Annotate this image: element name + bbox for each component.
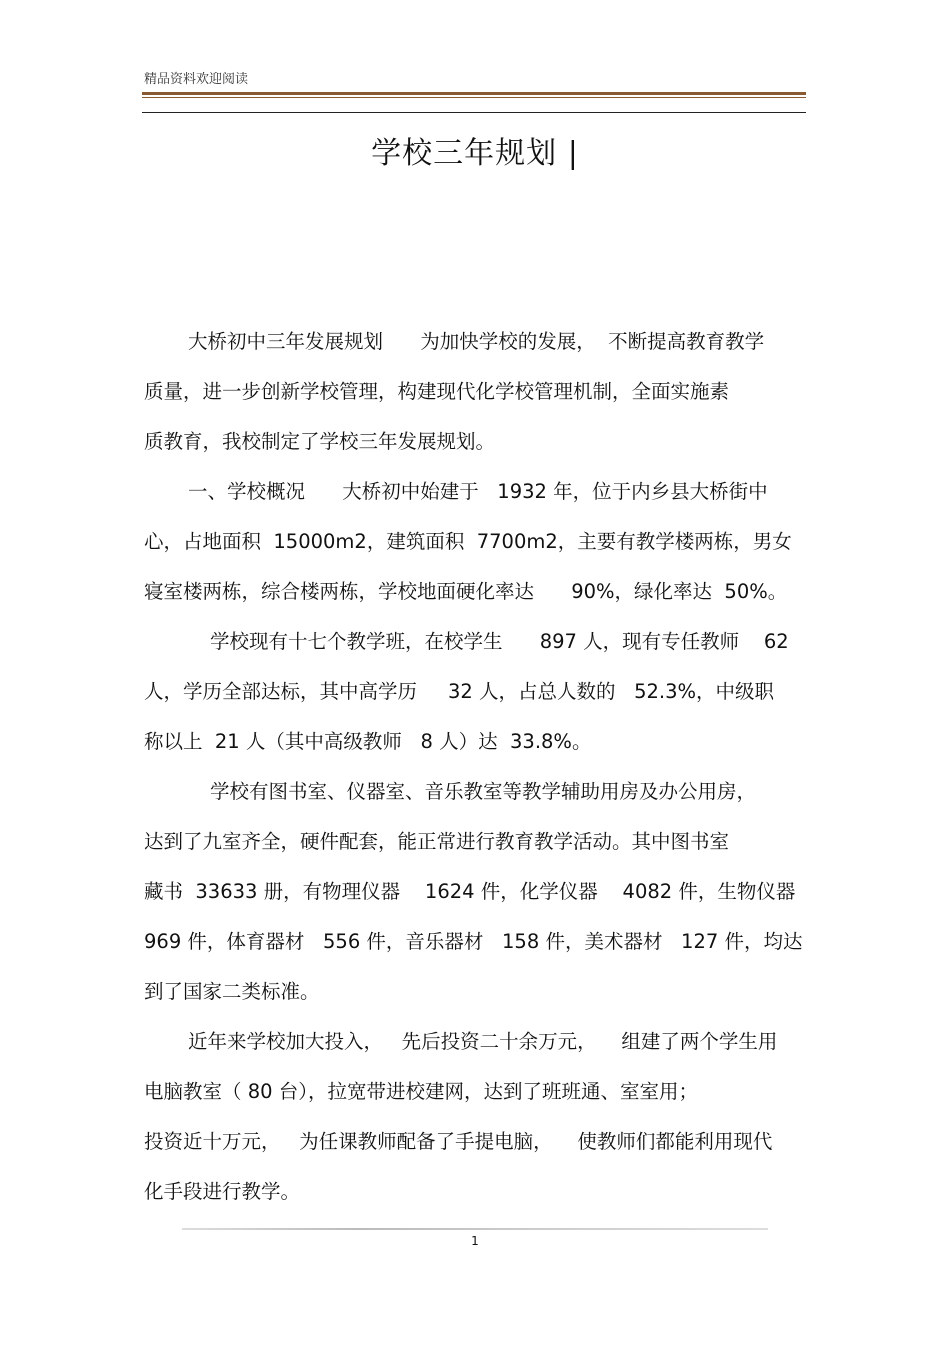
paragraph-line: 达到了九室齐全，硬件配套，能正常进行教育教学活动。其中图书室 (144, 830, 730, 853)
paragraph-line: 投资近十万元， 为任课教师配备了手提电脑， 使教师们都能利用现代 (144, 1130, 773, 1153)
paragraph-line: 一、学校概况 大桥初中始建于 1932 年，位于内乡县大桥街中 (188, 480, 768, 503)
header-underline (142, 112, 806, 113)
paragraph-line: 质教育，我校制定了学校三年发展规划。 (144, 430, 496, 453)
paragraph-line: 藏书 33633 册，有物理仪器 1624 件，化学仪器 4082 件，生物仪器 (144, 880, 796, 903)
paragraph-line: 人，学历全部达标，其中高学历 32 人，占总人数的 52.3%，中级职 (144, 680, 775, 703)
paragraph-line: 学校现有十七个教学班，在校学生 897 人，现有专任教师 62 (210, 630, 789, 653)
paragraph-line: 寝室楼两栋，综合楼两栋，学校地面硬化率达 90%，绿化率达 50%。 (144, 580, 788, 603)
header-text: 精品资料欢迎阅读 (144, 72, 249, 87)
paragraph-line: 近年来学校加大投入， 先后投资二十余万元， 组建了两个学生用 (188, 1030, 778, 1053)
paragraph-line: 电脑教室（ 80 台），拉宽带进校建网，达到了班班通、室室用； (144, 1080, 698, 1103)
document-body (144, 322, 812, 1222)
header-rule (142, 92, 806, 95)
paragraph-line: 心，占地面积 15000m2，建筑面积 7700m2，主要有教学楼两栋，男女 (144, 530, 792, 553)
paragraph-line: 学校有图书室、仪器室、音乐教室等教学辅助用房及办公用房， (210, 780, 757, 803)
paragraph-line: 质量，进一步创新学校管理，构建现代化学校管理机制，全面实施素 (144, 380, 730, 403)
page-number: 1 (471, 1234, 479, 1248)
paragraph-line: 大桥初中三年发展规划 为加快学校的发展， 不断提高教育教学 (188, 330, 765, 353)
document-title: 学校三年规划 | (371, 136, 579, 171)
paragraph-line: 969 件，体育器材 556 件，音乐器材 158 件，美术器材 127 件，均达 (144, 930, 803, 953)
paragraph-line: 称以上 21 人（其中高级教师 8 人）达 33.8%。 (144, 730, 592, 753)
paragraph-line: 化手段进行教学。 (144, 1180, 301, 1203)
header-rule-thin (142, 97, 806, 98)
paragraph-line: 到了国家二类标准。 (144, 980, 320, 1003)
footer-rule (182, 1228, 768, 1230)
